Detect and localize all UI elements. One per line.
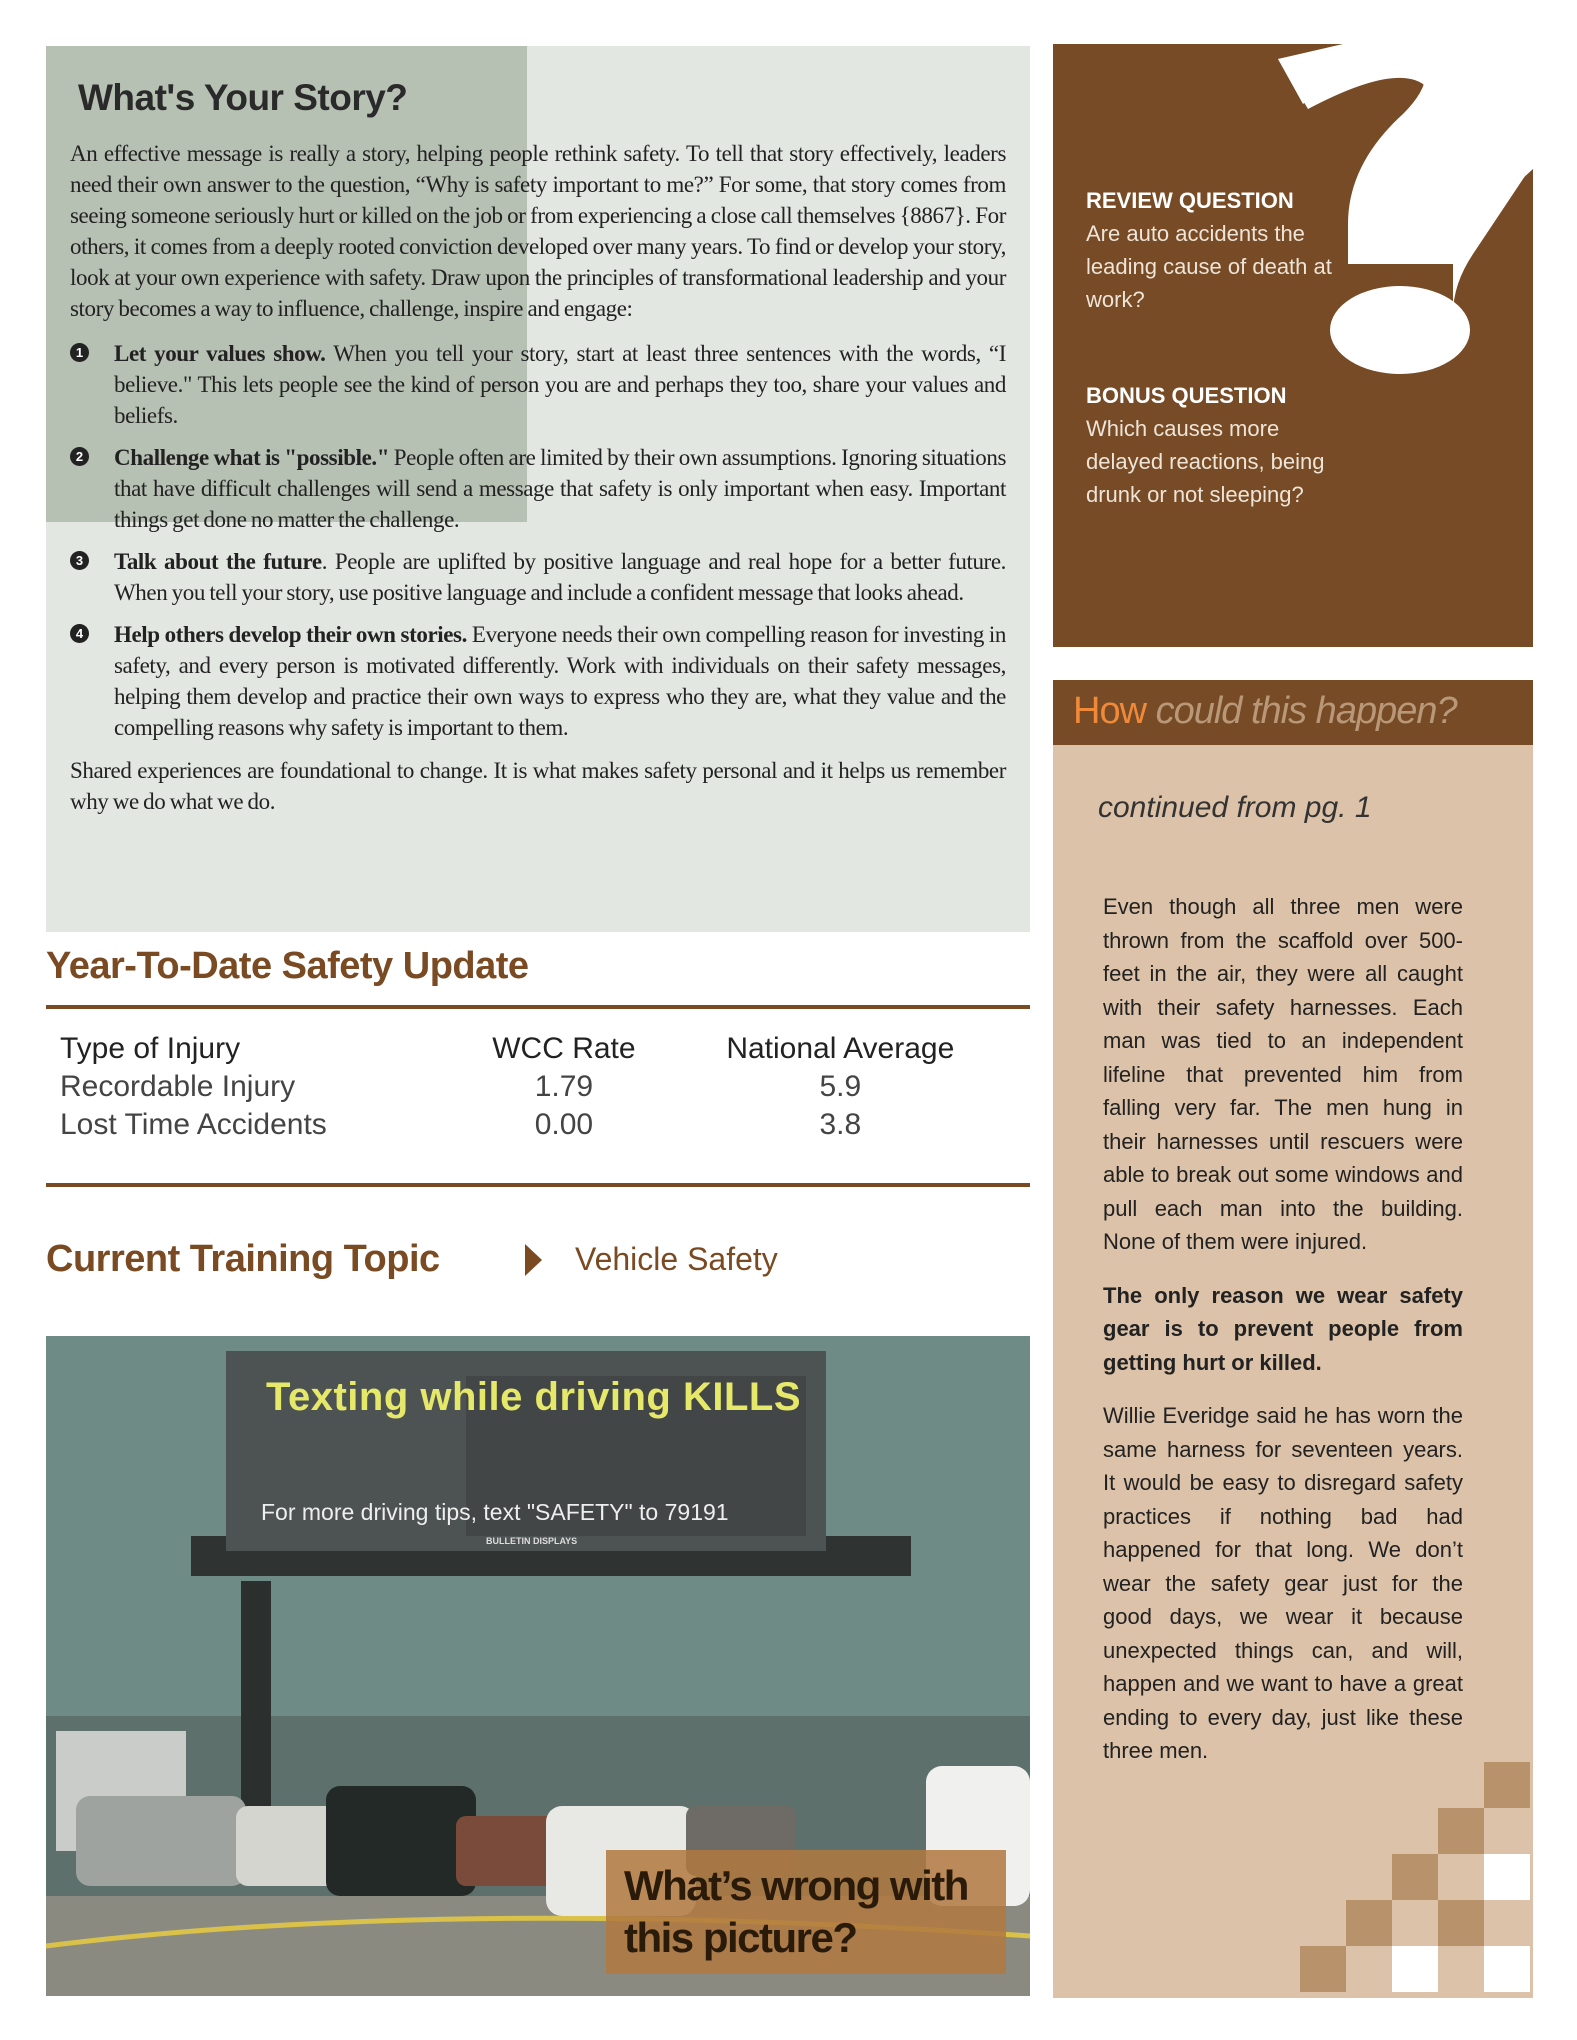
column-header: WCC Rate bbox=[492, 1032, 636, 1065]
how-title-a: How bbox=[1073, 690, 1147, 732]
cell: 1.79 bbox=[534, 1070, 594, 1103]
item-text: . People are uplifted by positive language and real hope for a better future. When you tell your story, use positive language and include a confident message that looks ahead. bbox=[114, 549, 1006, 605]
review-heading: REVIEW QUESTION bbox=[1086, 188, 1294, 213]
table-row bbox=[60, 1106, 1010, 1144]
divider bbox=[46, 1183, 1030, 1187]
number-bullet-icon: 3 bbox=[70, 551, 89, 570]
ytd-title: Year-To-Date Safety Update bbox=[46, 945, 529, 987]
billboard-brand: BULLETIN DISPLAYS bbox=[486, 1536, 578, 1546]
left-column bbox=[46, 46, 1030, 1996]
item-lead: Let your values show. bbox=[114, 341, 326, 366]
item-text: People often are limited by their own assumptions. Ignoring situations that have difficult challenges will send a message that safety is only important when easy. Important things get done no matter the challenge. bbox=[114, 445, 1006, 532]
item-text: When you tell your story, start at least three sentences with the words, “I believe." This lets people see the kind of person you are and perhaps they too, share your values and beliefs. bbox=[114, 341, 1006, 428]
billboard-title: Texting while driving KILLS bbox=[266, 1375, 802, 1419]
how-header bbox=[1053, 680, 1533, 745]
cell: 3.8 bbox=[819, 1108, 862, 1141]
billboard-subtitle: For more driving tips, text "SAFETY" to 79191 bbox=[261, 1499, 729, 1525]
bonus-heading: BONUS QUESTION bbox=[1086, 383, 1287, 408]
list-item bbox=[70, 546, 1006, 608]
list-item bbox=[70, 338, 1006, 431]
training-row bbox=[46, 1237, 1030, 1282]
story-list bbox=[70, 338, 1006, 743]
item-lead: Help others develop their own stories. bbox=[114, 622, 467, 647]
how-paragraph: Even though all three men were thrown from the scaffold over 500-feet in the air, they were all caught with their safety harnesses. Each man was tied to an independent lifeline that prevented him from falling very far. The men hung in their harnesses until rescuers were able to break out some windows and pull each man into the building. None of them were injured. bbox=[1103, 894, 1463, 1254]
training-topic: Vehicle Safety bbox=[575, 1241, 778, 1277]
story-intro: An effective message is really a story, helping people rethink safety. To tell that story effectively, leaders need their own answer to the question, “Why is safety important to me?” For some, that story comes from seeing someone seriously hurt or killed on the job or from experiencing a close call themselves {8867}. For others, it comes from a deeply rooted conviction developed over many years. To find or develop your story, look at your own experience with safety. Draw upon the principles of transformational leadership and your story becomes a way to influence, challenge, inspire and engage: bbox=[70, 141, 1006, 321]
story-title: What's Your Story? bbox=[78, 77, 408, 118]
question-mark-icon bbox=[1053, 44, 1533, 647]
column-header: Type of Injury bbox=[60, 1032, 241, 1065]
billboard-photo bbox=[46, 1336, 1030, 1996]
cell: 0.00 bbox=[534, 1108, 594, 1141]
review-question-box bbox=[1053, 44, 1533, 647]
number-bullet-icon: 1 bbox=[70, 343, 89, 362]
continued-note: continued from pg. 1 bbox=[1098, 791, 1372, 824]
list-item bbox=[70, 442, 1006, 535]
how-paragraph: Willie Everidge said he has worn the same harness for seventeen years. It would be easy to disregard safety practices if nothing bad had happened for that long. We don’t wear the safety gear just for the good days, we wear it because unexpected things can, and will, happen and we want to have a great ending to every day, just like these three men. bbox=[1103, 1403, 1463, 1763]
column-header: National Average bbox=[726, 1032, 955, 1065]
photo-caption: What’s wrong with this picture? bbox=[606, 1850, 1006, 1974]
story-closing: Shared experiences are foundational to change. It is what makes safety personal and it helps us remember why we do what we do. bbox=[70, 758, 1006, 814]
item-text: Everyone needs their own compelling reason for investing in safety, and every person is motivated differently. Work with individuals on their safety messages, helping them develop and practice their own ways to express who they are, what they value and the compelling reasons why safety is important to them. bbox=[114, 622, 1006, 740]
review-text: Are auto accidents the leading cause of death at work? bbox=[1086, 221, 1332, 312]
cell: Lost Time Accidents bbox=[60, 1108, 327, 1141]
number-bullet-icon: 2 bbox=[70, 447, 89, 466]
how-title-b: could this happen? bbox=[1146, 690, 1457, 732]
triangle-right-icon bbox=[525, 1244, 542, 1276]
divider bbox=[46, 1005, 1030, 1009]
whats-your-story-panel bbox=[46, 46, 1030, 932]
table-row bbox=[60, 1068, 1010, 1106]
cell: Recordable Injury bbox=[60, 1070, 296, 1103]
item-lead: Talk about the future bbox=[114, 549, 322, 574]
item-lead: Challenge what is "possible." bbox=[114, 445, 390, 470]
number-bullet-icon: 4 bbox=[70, 624, 89, 643]
ytd-table bbox=[60, 1030, 1010, 1144]
list-item bbox=[70, 619, 1006, 743]
bonus-text: Which causes more delayed reactions, being drunk or not sleeping? bbox=[1086, 416, 1325, 507]
table-header-row bbox=[60, 1030, 1010, 1068]
how-emphasis: The only reason we wear safety gear is to prevent people from getting hurt or killed. bbox=[1103, 1282, 1463, 1375]
training-title: Current Training Topic bbox=[46, 1238, 440, 1280]
cell: 5.9 bbox=[819, 1070, 862, 1103]
